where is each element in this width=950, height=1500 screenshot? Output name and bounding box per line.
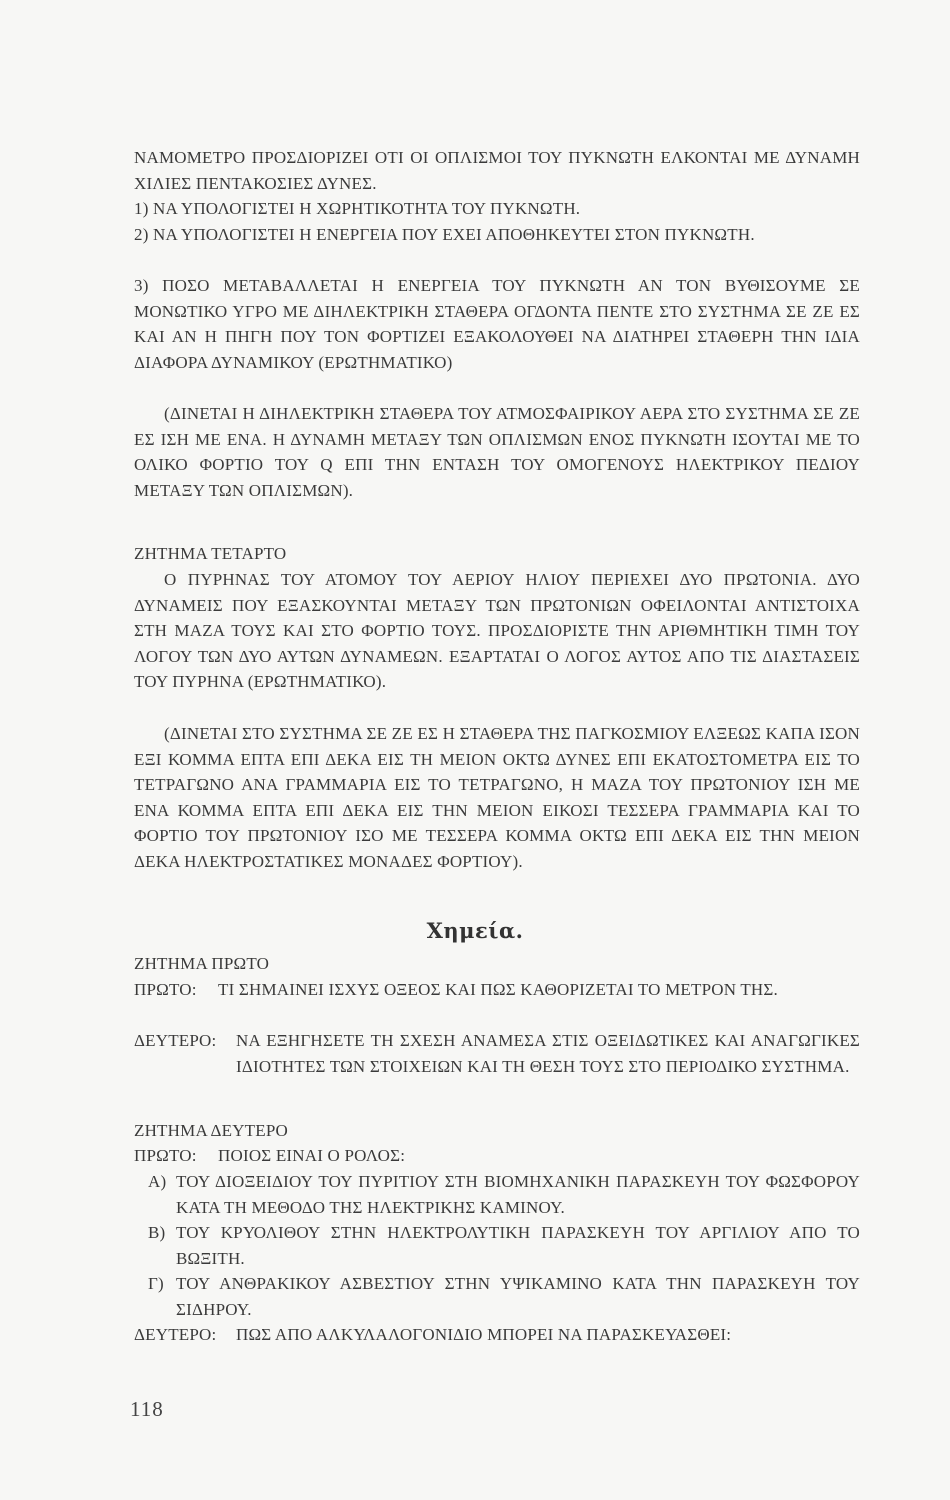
chem-problem-1-second-text: ΝΑ ΕΞΗΓΗΣΕΤΕ ΤΗ ΣΧΕΣΗ ΑΝΑΜΕΣΑ ΣΤΙΣ ΟΞΕΙΔΩΤΙΚΕΣ ΚΑΙ ΑΝΑΓΩΓΙΚΕΣ ΙΔΙΟΤΗΤΕΣ ΤΩΝ ΣΤΟΙΧΕΙΩΝ ΚΑΙ ΤΗ ΘΕΣΗ ΤΟΥΣ ΣΤΟ ΠΕΡΙΟΔΙΚΟ ΣΥΣΤΗΜΑ. [236, 1031, 860, 1076]
chem-item-a-text: ΤΟΥ ΔΙΟΞΕΙΔΙΟΥ ΤΟΥ ΠΥΡΙΤΙΟΥ ΣΤΗ ΒΙΟΜΗΧΑΝΙΚΗ ΠΑΡΑΣΚΕΥΗ ΤΟΥ ΦΩΣΦΟΡΟΥ ΚΑΤΑ ΤΗ ΜΕΘΟΔΟ ΤΗΣ ΗΛΕΚΤΡΙΚΗΣ ΚΑΜΙΝΟΥ. [176, 1172, 860, 1217]
chem-problem-1-first-text: ΤΙ ΣΗΜΑΙΝΕΙ ΙΣΧΥΣ ΟΞΕΟΣ ΚΑΙ ΠΩΣ ΚΑΘΟΡΙΖΕΤΑΙ ΤΟ ΜΕΤΡΟΝ ΤΗΣ. [218, 980, 778, 999]
problem-4-title: ΖΗΤΗΜΑ ΤΕΤΑΡΤΟ [134, 544, 287, 563]
chemistry-heading: Χημεία. [426, 918, 524, 943]
chem-item-c-marker: Γ) [148, 1274, 164, 1293]
chem-item-a-marker: Α) [148, 1172, 167, 1191]
problem-3-question-2: 2) ΝΑ ΥΠΟΛΟΓΙΣΤΕΙ Η ΕΝΕΡΓΕΙΑ ΠΟΥ ΕΧΕΙ ΑΠΟΘΗΚΕΥΤΕΙ ΣΤΟΝ ΠΥΚΝΩΤΗ. [134, 225, 755, 244]
problem-4-body: Ο ΠΥΡΗΝΑΣ ΤΟΥ ΑΤΟΜΟΥ ΤΟΥ ΑΕΡΙΟΥ ΗΛΙΟΥ ΠΕΡΙΕΧΕΙ ΔΥΟ ΠΡΩΤΟΝΙΑ. ΔΥΟ ΔΥΝΑΜΕΙΣ ΠΟΥ ΕΞΑΣΚΟΥΝΤΑΙ ΜΕΤΑΞΥ ΤΩΝ ΠΡΩΤΟΝΙΩΝ ΟΦΕΙΛΟΝΤΑΙ ΑΝΤΙΣΤΟΙΧΑ ΣΤΗ ΜΑΖΑ ΤΟΥΣ ΚΑΙ ΣΤΟ ΦΟΡΤΙΟ ΤΟΥΣ. ΠΡΟΣΔΙΟΡΙΣΤΕ ΤΗΝ ΑΡΙΘΜΗΤΙΚΗ ΤΙΜΗ ΤΟΥ ΛΟΓΟΥ ΤΩΝ ΔΥΟ ΑΥΤΩΝ ΔΥΝΑΜΕΩΝ. ΕΞΑΡΤΑΤΑΙ Ο ΛΟΓΟΣ ΑΥΤΟΣ ΑΠΟ ΤΙΣ ΔΙΑΣΤΑΣΕΙΣ ΤΟΥ ΠΥΡΗΝΑ (ΕΡΩΤΗΜΑΤΙΚΟ). [134, 570, 860, 692]
chem-problem-2-first-label: ΠΡΩΤΟ: [134, 1146, 197, 1165]
chem-problem-2-first-text: ΠΟΙΟΣ ΕΙΝΑΙ Ο ΡΟΛΟΣ: [218, 1146, 406, 1165]
problem-3-note: (ΔΙΝΕΤΑΙ Η ΔΙΗΛΕΚΤΡΙΚΗ ΣΤΑΘΕΡΑ ΤΟΥ ΑΤΜΟΣΦΑΙΡΙΚΟΥ ΑΕΡΑ ΣΤΟ ΣΥΣΤΗΜΑ ΣΕ ΖΕ ΕΣ ΙΣΗ ΜΕ ΕΝΑ. Η ΔΥΝΑΜΗ ΜΕΤΑΞΥ ΤΩΝ ΟΠΛΙΣΜΩΝ ΕΝΟΣ ΠΥΚΝΩΤΗ ΙΣΟΥΤΑΙ ΜΕ ΤΟ ΟΛΙΚΟ ΦΟΡΤΙΟ ΤΟΥ Q ΕΠΙ ΤΗΝ ΕΝΤΑΣΗ ΤΟΥ ΟΜΟΓΕΝΟΥΣ ΗΛΕΚΤΡΙΚΟΥ ΠΕΔΙΟΥ ΜΕΤΑΞΥ ΤΩΝ ΟΠΛΙΣΜΩΝ). [134, 404, 860, 500]
problem-3-intro: ΝΑΜΟΜΕΤΡΟ ΠΡΟΣΔΙΟΡΙΖΕΙ ΟΤΙ ΟΙ ΟΠΛΙΣΜΟΙ ΤΟΥ ΠΥΚΝΩΤΗ ΕΛΚΟΝΤΑΙ ΜΕ ΔΥΝΑΜΗ ΧΙΛΙΕΣ ΠΕΝΤΑΚΟΣΙΕΣ ΔΥΝΕΣ. [134, 148, 860, 193]
chem-item-c-text: ΤΟΥ ΑΝΘΡΑΚΙΚΟΥ ΑΣΒΕΣΤΙΟΥ ΣΤΗΝ ΥΨΙΚΑΜΙΝΟ ΚΑΤΑ ΤΗΝ ΠΑΡΑΣΚΕΥΗ ΤΟΥ ΣΙΔΗΡΟΥ. [176, 1274, 860, 1319]
problem-4-note: (ΔΙΝΕΤΑΙ ΣΤΟ ΣΥΣΤΗΜΑ ΣΕ ΖΕ ΕΣ Η ΣΤΑΘΕΡΑ ΤΗΣ ΠΑΓΚΟΣΜΙΟΥ ΕΛΞΕΩΣ ΚΑΠΑ ΙΣΟΝ ΕΞΙ ΚΟΜΜΑ ΕΠΤΑ ΕΠΙ ΔΕΚΑ ΕΙΣ ΤΗ ΜΕΙΟΝ ΟΚΤΩ ΔΥΝΕΣ ΕΠΙ ΕΚΑΤΟΣΤΟΜΕΤΡΑ ΕΙΣ ΤΟ ΤΕΤΡΑΓΩΝΟ ΑΝΑ ΓΡΑΜΜΑΡΙΑ ΕΙΣ ΤΟ ΤΕΤΡΑΓΩΝΟ, Η ΜΑΖΑ ΤΟΥ ΠΡΩΤΟΝΙΟΥ ΙΣΗ ΜΕ ΕΝΑ ΚΟΜΜΑ ΕΠΤΑ ΕΠΙ ΔΕΚΑ ΕΙΣ ΤΗΝ ΜΕΙΟΝ ΕΙΚΟΣΙ ΤΕΣΣΕΡΑ ΓΡΑΜΜΑΡΙΑ ΚΑΙ ΤΟ ΦΟΡΤΙΟ ΤΟΥ ΠΡΩΤΟΝΙΟΥ ΙΣΟ ΜΕ ΤΕΣΣΕΡΑ ΚΟΜΜΑ ΟΚΤΩ ΕΠΙ ΔΕΚΑ ΕΙΣ ΤΗΝ ΜΕΙΟΝ ΔΕΚΑ ΗΛΕΚΤΡΟΣΤΑΤΙΚΕΣ ΜΟΝΑΔΕΣ ΦΟΡΤΙΟΥ). [134, 724, 860, 871]
chem-problem-2-second-text: ΠΩΣ ΑΠΟ ΑΛΚΥΛΑΛΟΓΟΝΙΔΙΟ ΜΠΟΡΕΙ ΝΑ ΠΑΡΑΣΚΕΥΑΣΘΕΙ: [236, 1325, 732, 1344]
chem-problem-1-second-label: ΔΕΥΤΕΡΟ: [134, 1031, 217, 1050]
problem-3-question-3: 3) ΠΟΣΟ ΜΕΤΑΒΑΛΛΕΤΑΙ Η ΕΝΕΡΓΕΙΑ ΤΟΥ ΠΥΚΝΩΤΗ ΑΝ ΤΟΝ ΒΥΘΙΣΟΥΜΕ ΣΕ ΜΟΝΩΤΙΚΟ ΥΓΡΟ ΜΕ ΔΙΗΛΕΚΤΡΙΚΗ ΣΤΑΘΕΡΑ ΟΓΔΟΝΤΑ ΠΕΝΤΕ ΣΤΟ ΣΥΣΤΗΜΑ ΣΕ ΖΕ ΕΣ ΚΑΙ ΑΝ Η ΠΗΓΗ ΠΟΥ ΤΟΝ ΦΟΡΤΙΖΕΙ ΕΞΑΚΟΛΟΥΘΕΙ ΝΑ ΔΙΑΤΗΡΕΙ ΣΤΑΘΕΡΗ ΤΗΝ ΙΔΙΑ ΔΙΑΦΟΡΑ ΔΥΝΑΜΙΚΟΥ (ΕΡΩΤΗΜΑΤΙΚΟ) [134, 276, 860, 372]
chem-item-b-marker: Β) [148, 1223, 166, 1242]
chem-problem-1-title: ΖΗΤΗΜΑ ΠΡΩΤΟ [134, 954, 270, 973]
page-number: 118 [130, 1397, 164, 1421]
chem-problem-1-first-label: ΠΡΩΤΟ: [134, 980, 197, 999]
chem-problem-2-second-label: ΔΕΥΤΕΡΟ: [134, 1325, 217, 1344]
chem-item-b-text: ΤΟΥ ΚΡΥΟΛΙΘΟΥ ΣΤΗΝ ΗΛΕΚΤΡΟΛΥΤΙΚΗ ΠΑΡΑΣΚΕΥΗ ΤΟΥ ΑΡΓΙΛΙΟΥ ΑΠΟ ΤΟ ΒΩΞΙΤΗ. [176, 1223, 860, 1268]
chem-problem-2-title: ΖΗΤΗΜΑ ΔΕΥΤΕΡΟ [134, 1121, 288, 1140]
problem-3-question-1: 1) ΝΑ ΥΠΟΛΟΓΙΣΤΕΙ Η ΧΩΡΗΤΙΚΟΤΗΤΑ ΤΟΥ ΠΥΚΝΩΤΗ. [134, 199, 581, 218]
